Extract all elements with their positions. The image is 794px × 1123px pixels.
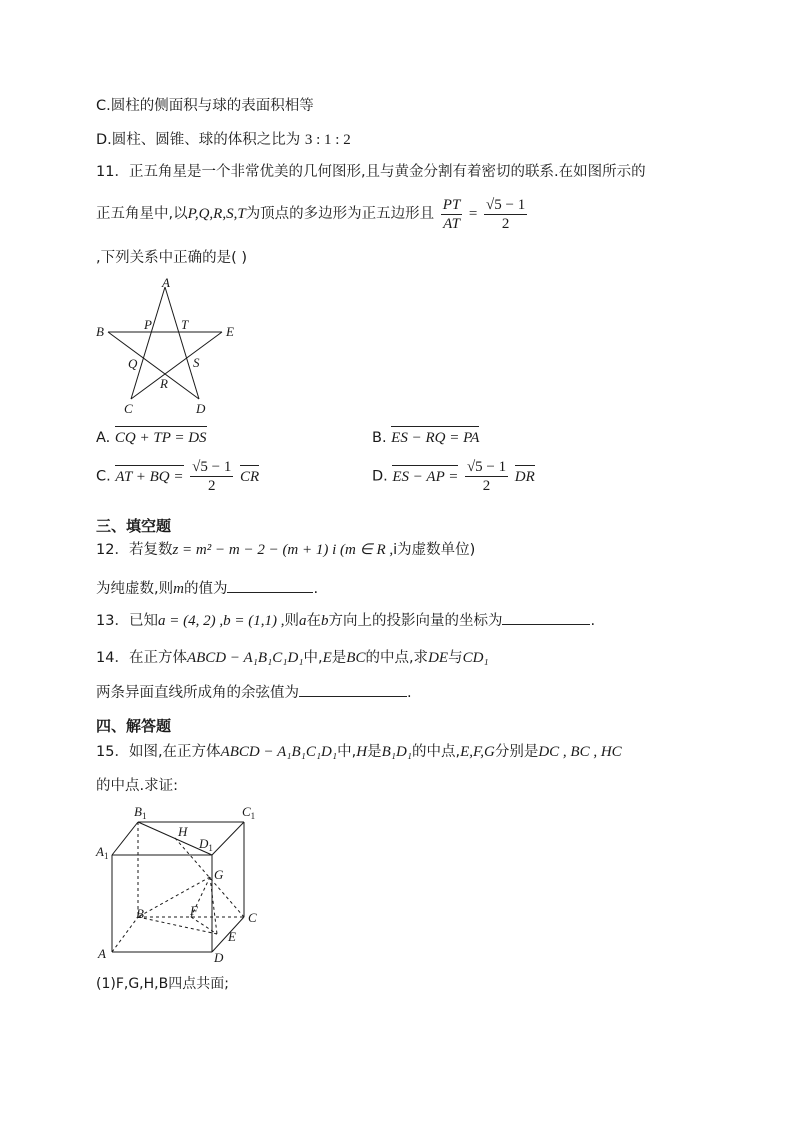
q11-golden-fraction <box>484 196 527 233</box>
q11-option-c-right: CR <box>240 463 259 486</box>
q12-var-m: m <box>173 581 184 597</box>
q13-a-expr: a = (4, 2) , <box>157 613 224 629</box>
q10-option-c: C.圆柱的侧面积与球的表面积相等 <box>96 98 314 114</box>
q15-mid1: 中, <box>337 744 357 760</box>
q15-mid4: 分别是 <box>494 744 539 760</box>
q14-end: . <box>407 685 412 701</box>
q11-frac-den: AT <box>443 215 461 232</box>
q14-answer-blank[interactable] <box>299 682 407 697</box>
q11-option-b <box>372 424 479 447</box>
label-r: R <box>160 376 168 391</box>
label-b: B <box>136 906 144 921</box>
q12-answer-blank[interactable] <box>227 578 313 593</box>
q11-option-d-frac-den: 2 <box>482 478 491 494</box>
q13-a2: a <box>298 613 307 629</box>
q13-post: 方向上的投影向量的坐标为 <box>328 613 503 629</box>
edge-g-b <box>138 877 210 917</box>
q15-b1d1: B₁D₁ <box>381 744 412 760</box>
q11-option-c-left: AT + BQ = <box>115 463 183 486</box>
q10-option-d-ratio: 3 : 1 : 2 <box>304 132 351 148</box>
q15-line2: 的中点.求证: <box>96 778 178 794</box>
q10-option-d-text: D.圆柱、圆锥、球的体积之比为 <box>96 132 301 148</box>
section3-title: 三、填空题 <box>96 517 172 535</box>
label-d: D <box>214 950 224 965</box>
q11-option-d <box>372 458 535 495</box>
cube-solid-edges <box>112 822 244 952</box>
label-g: G <box>214 867 224 882</box>
q11-line3: ,下列关系中正确的是( ) <box>96 250 248 266</box>
label-c1: $C_1$ <box>242 804 256 821</box>
edge-c1-d1 <box>212 822 244 855</box>
label-h: H <box>178 824 188 839</box>
label-b1: $B_1$ <box>134 804 147 821</box>
q11-option-d-frac-num: √5 − 1 <box>466 459 507 475</box>
label-a: A <box>98 946 106 961</box>
q13-b2: b <box>320 613 329 629</box>
q11-line2-pre: 正五角星中,以 <box>96 206 188 222</box>
q15-h: H <box>356 744 368 760</box>
q13-answer-blank[interactable] <box>502 610 590 625</box>
q11-line1: 11．正五角星是一个非常优美的几何图形,且与黄金分割有着密切的联系.在如图所示的 <box>96 164 646 180</box>
q12-expr: z = m² − m − 2 − (m + 1) i (m ∈ R , <box>172 542 394 558</box>
edge-b-e <box>138 917 217 934</box>
q15-segs: DC , BC , HC <box>538 744 622 760</box>
q13-end: . <box>590 613 596 629</box>
q11-option-d-frac <box>465 458 508 495</box>
q15-mid3: 的中点, <box>412 744 461 760</box>
q11-option-a <box>96 424 207 447</box>
label-a1: $A_1$ <box>96 844 109 861</box>
q11-line2: 正五角星中,以P,Q,R,S,T为顶点的多边形为正五边形且 $\frac{PT}{AT}$ = $\frac{√5 - 1}{2}$ <box>96 196 526 232</box>
q12-line2-pre: 为纯虚数,则 <box>96 581 174 597</box>
label-a: A <box>162 275 170 290</box>
q14-mid2: 是 <box>331 650 347 666</box>
q10-option-d <box>96 130 351 150</box>
label-e: E <box>228 929 236 944</box>
q12-line1 <box>96 540 475 560</box>
q11-option-d-right: DR <box>515 463 535 486</box>
q13-b-expr: b = (1,1) , <box>223 613 285 629</box>
q14-mid3: 的中点,求 <box>365 650 429 666</box>
label-f: F <box>190 903 198 918</box>
star-edge-db <box>108 332 199 399</box>
label-t: T <box>181 317 189 332</box>
q11-ratio-fraction <box>441 196 463 233</box>
q11-option-a-expr: CQ + TP = DS <box>115 424 207 447</box>
q15-efg: E,F,G <box>460 744 495 760</box>
q15-cube: ABCD − A₁B₁C₁D₁ <box>220 744 338 760</box>
q11-line2-post: 为顶点的多边形为正五边形且 <box>245 206 435 222</box>
q15-part1: (1)F,G,H,B四点共面; <box>96 976 229 992</box>
label-d1: $D_1$ <box>199 836 213 853</box>
q14-cube: ABCD − A₁B₁C₁D₁ <box>186 650 304 666</box>
q14-cd1: CD₁ <box>462 650 489 666</box>
label-e: E <box>226 324 234 339</box>
q12-post: i为虚数单位) <box>393 542 476 558</box>
pentagram-figure <box>90 275 250 420</box>
q13-mid1: 则 <box>284 613 299 629</box>
cube-hidden-edges <box>112 822 244 952</box>
q14-mid1: 中, <box>303 650 323 666</box>
q13-line <box>96 610 595 631</box>
q11-option-d-label: D. <box>372 468 388 485</box>
q14-line2 <box>96 682 412 703</box>
q11-rhs-den: 2 <box>501 215 510 232</box>
q12-end: . <box>313 581 319 597</box>
q11-option-b-expr: ES − RQ = PA <box>391 424 479 447</box>
q14-bc: BC <box>346 650 366 666</box>
cube-figure <box>92 800 272 970</box>
star-edge-ec <box>131 332 222 399</box>
q11-option-c-frac-den: 2 <box>207 478 216 494</box>
q13-mid2: 在 <box>306 613 321 629</box>
label-c: C <box>248 910 257 925</box>
q11-option-c-frac <box>190 458 233 495</box>
star-edge-ad <box>165 287 199 399</box>
q14-e: E <box>322 650 332 666</box>
q15-line1 <box>96 742 622 762</box>
label-c: C <box>124 401 133 416</box>
q12-pre: 12．若复数 <box>96 542 173 558</box>
q15-pre: 15．如图,在正方体 <box>96 744 221 760</box>
q14-de: DE <box>428 650 449 666</box>
q11-option-d-left: ES − AP = <box>392 463 458 486</box>
q14-pre: 14．在正方体 <box>96 650 187 666</box>
label-s: S <box>193 355 200 370</box>
q11-option-c-frac-num: √5 − 1 <box>192 459 232 475</box>
label-d: D <box>196 401 206 416</box>
q11-option-b-label: B. <box>372 430 387 446</box>
label-q: Q <box>128 356 138 371</box>
q14-line1 <box>96 648 489 668</box>
q11-option-a-label: A. <box>96 430 111 446</box>
q11-line2-vars: P,Q,R,S,T <box>187 206 246 222</box>
edge-a-b <box>112 917 138 952</box>
q14-line2-text: 两条异面直线所成角的余弦值为 <box>96 685 299 701</box>
q11-option-c <box>96 458 259 495</box>
q13-pre: 13．已知 <box>96 613 158 629</box>
q14-mid4: 与 <box>448 650 463 666</box>
q12-line2-post: 的值为 <box>183 581 228 597</box>
label-b: B <box>96 324 104 339</box>
q11-rhs-num: √5 − 1 <box>486 196 526 213</box>
section4-title: 四、解答题 <box>96 717 172 735</box>
q12-line2 <box>96 578 318 599</box>
q11-option-c-label: C. <box>96 468 111 485</box>
q15-mid2: 是 <box>367 744 382 760</box>
q11-frac-num: PT <box>442 196 461 213</box>
edge-a1-b1 <box>112 822 138 855</box>
label-p: P <box>144 317 152 332</box>
